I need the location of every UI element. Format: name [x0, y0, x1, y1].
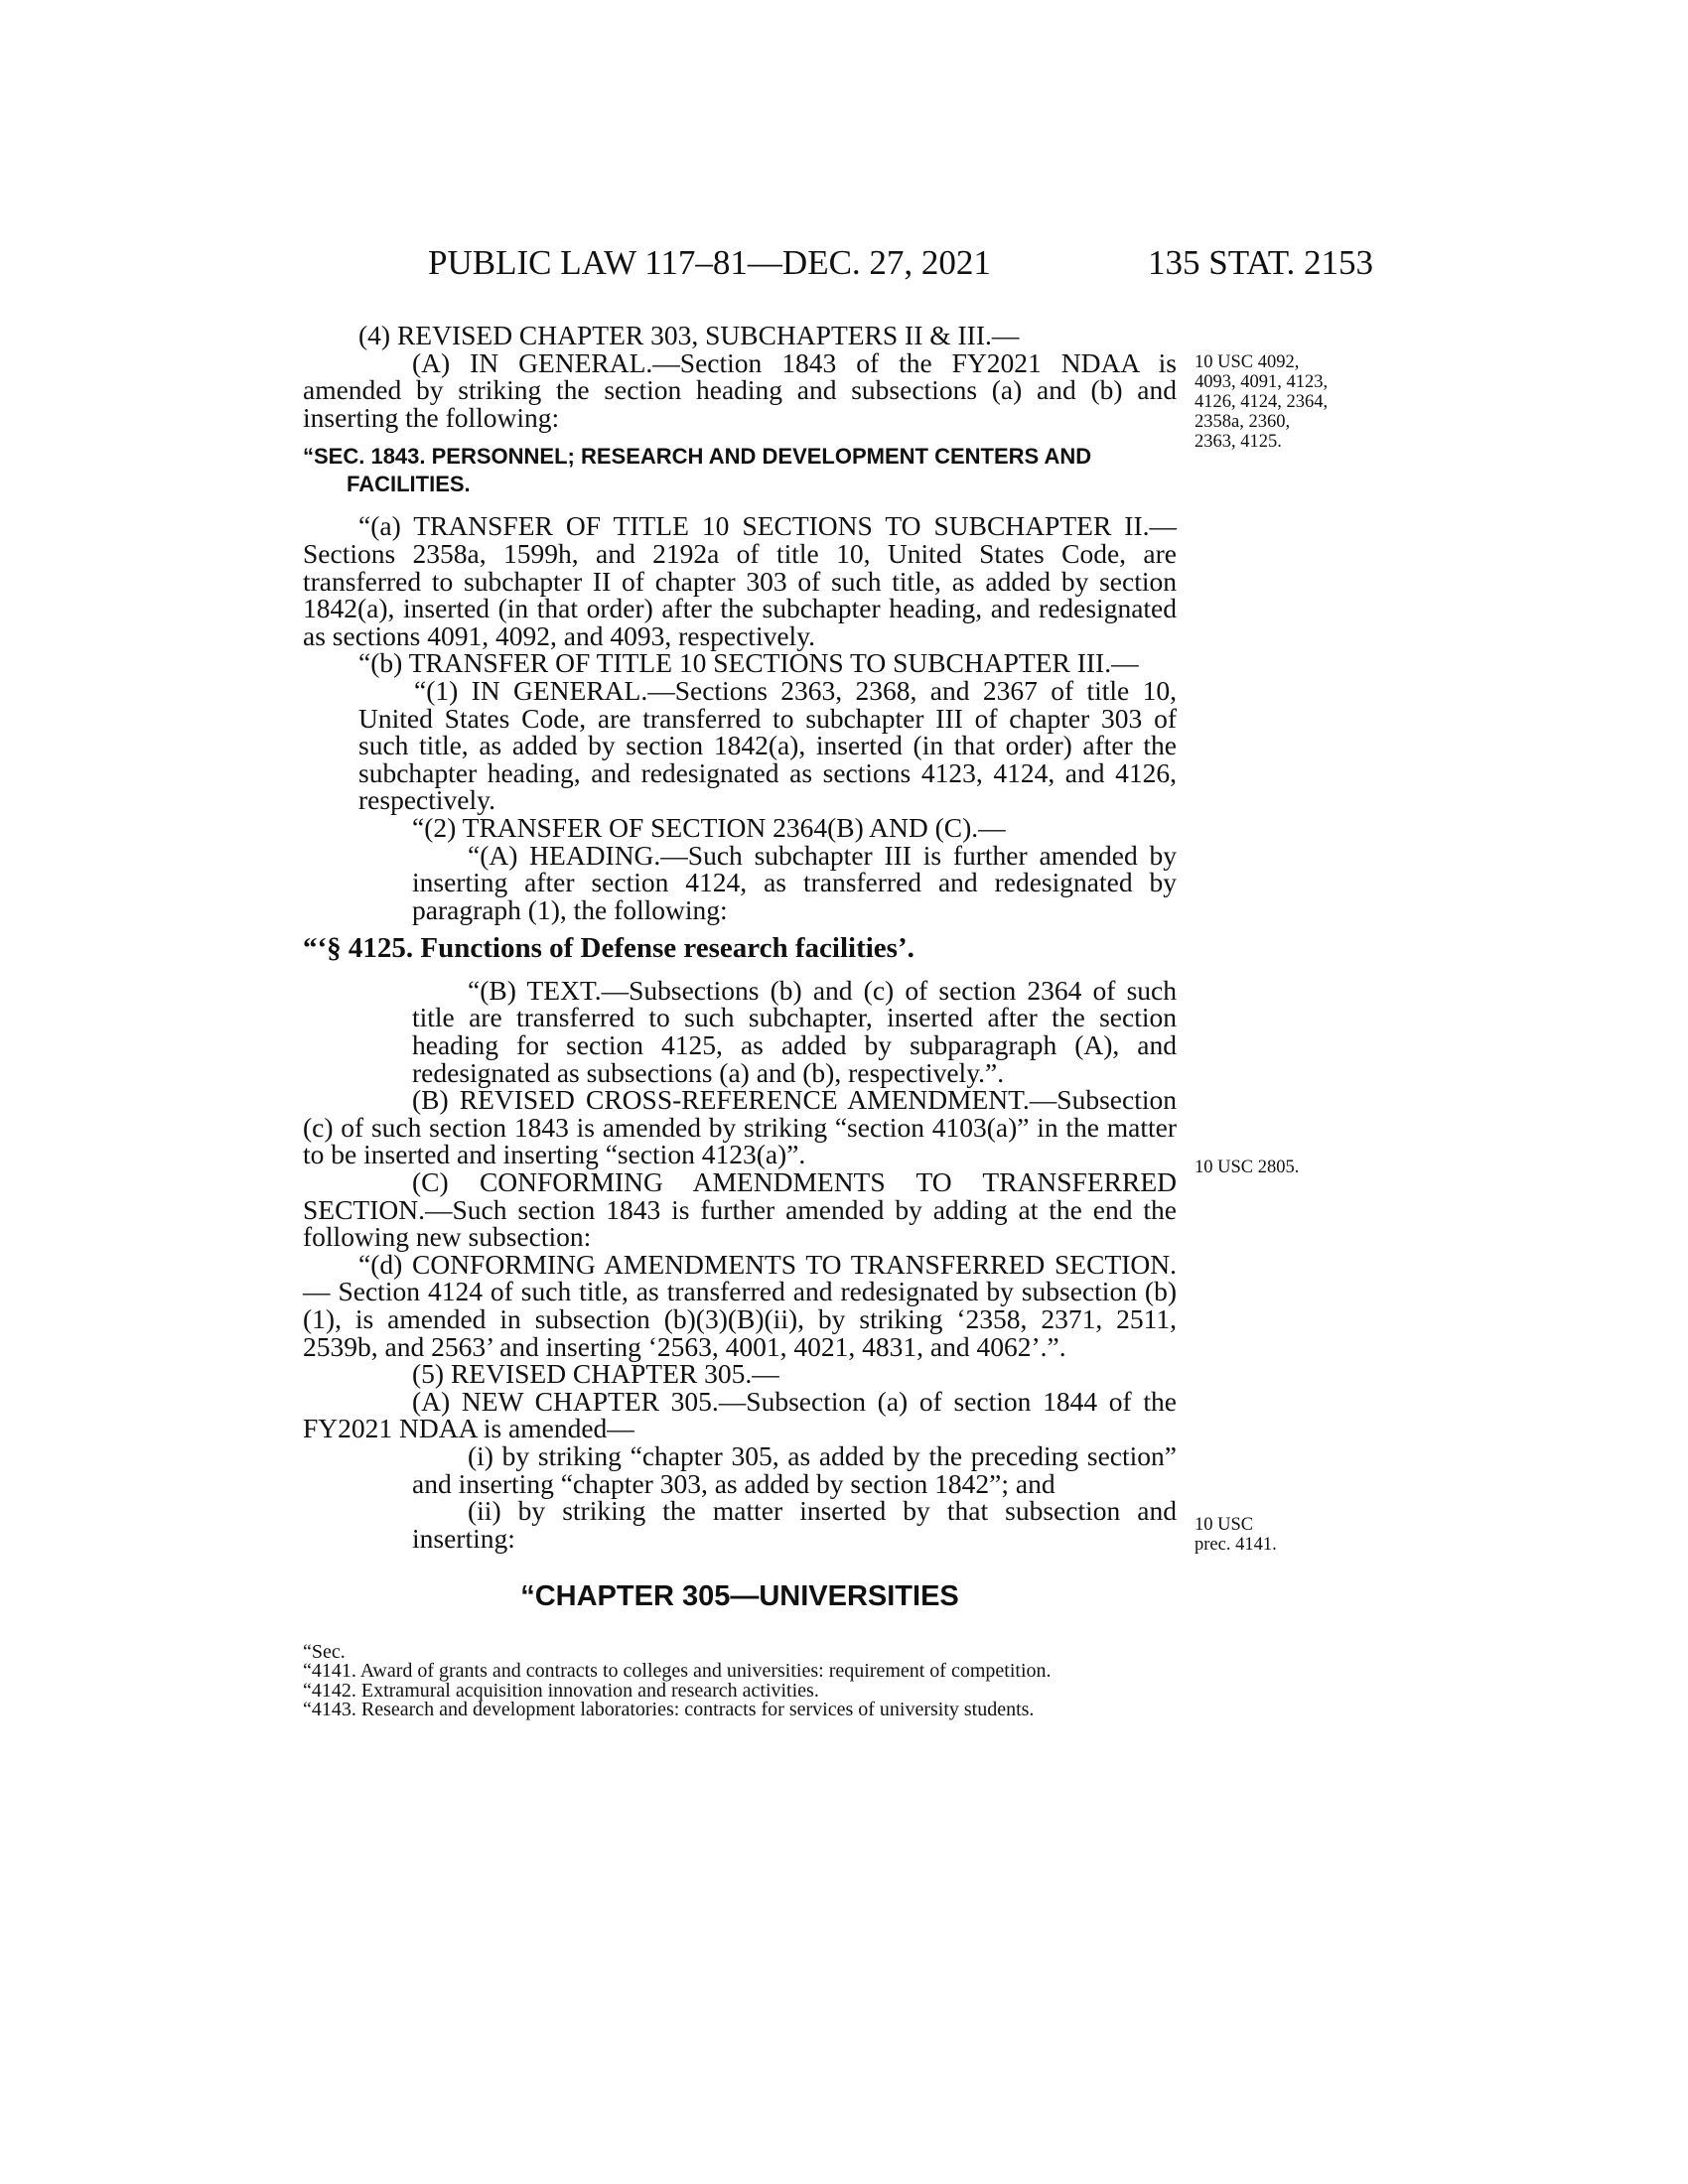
clause-5A-i: (i) by striking “chapter 305, as added by the preceding section” and inserting “chapter 303, as added by section 1842”; and	[412, 1439, 1177, 1499]
margin-note-usc-3	[1195, 1515, 1383, 1555]
section-1843-heading: “SEC. 1843. PERSONNEL; RESEARCH AND DEVELOPMENT CENTERS AND FACILITIES.	[303, 444, 1092, 497]
margin-note-line: 10 USC	[1195, 1515, 1254, 1535]
clause-5A-ii: (ii) by striking the matter inserted by that subsection and inserting:	[412, 1495, 1177, 1554]
subsection-b1: “(1) IN GENERAL.—Sections 2363, 2368, and 2367 of title 10, United States Code, are transferred to subchapter III of chapter 303 of such title, as added by section 1842(a), inserted (in that order) after the subchapter heading, and redesignated as sections 4123, 4124, and 4126, respectively.	[358, 674, 1177, 816]
table-of-sections	[303, 1640, 1177, 1721]
margin-note-line: prec. 4141.	[1195, 1535, 1277, 1555]
paragraph-4A: (A) IN GENERAL.—Section 1843 of the FY2021 NDAA is amended by striking the section heading and subsections (a) and (b) and inserting the following:	[303, 346, 1177, 433]
subsection-b2A: “(A) HEADING.—Such subchapter III is further amended by inserting after section 4124, as transferred and redesignated by paragraph (1), the following:	[412, 839, 1177, 925]
subsection-b2-heading: “(2) TRANSFER OF SECTION 2364(B) AND (C).—	[412, 811, 1006, 843]
subsection-d: “(d) CONFORMING AMENDMENTS TO TRANSFERRED SECTION.— Section 4124 of such title, as transferred and redesignated by subsection (b)(1), is amended in subsection (b)(3)(B)(ii), by striking ‘2358, 2371, 2511, 2539b, and 2563’ and inserting ‘2563, 4001, 4021, 4831, and 4062’.”.	[303, 1248, 1177, 1362]
page-number-stat: 135 STAT. 2153	[1148, 243, 1373, 282]
section-4125-title: “‘§ 4125. Functions of Defense research facilities’.	[303, 932, 914, 965]
paragraph-5A: (A) NEW CHAPTER 305.—Subsection (a) of section 1844 of the FY2021 NDAA is amended—	[303, 1385, 1177, 1444]
document-body	[303, 322, 1177, 1720]
subsection-a: “(a) TRANSFER OF TITLE 10 SECTIONS TO SUBCHAPTER II.— Sections 2358a, 1599h, and 2192a of title 10, United States Code, are transferred to subchapter II of chapter 303 of such title, as added by section 1842(a), inserted (in that order) after the subchapter heading, and redesignated as sections 4091, 4092, and 4093, respectively.	[303, 510, 1177, 651]
margin-note-line: 10 USC 2805.	[1195, 1158, 1300, 1177]
paragraph-4-heading: (4) REVISED CHAPTER 303, SUBCHAPTERS II & III.—	[358, 320, 1020, 350]
margin-note-line: 4126, 4124, 2364,	[1195, 392, 1329, 412]
margin-note-usc-1	[1195, 352, 1383, 452]
paragraph-4B: (B) REVISED CROSS-REFERENCE AMENDMENT.—Subsection (c) of such section 1843 is amended by striking “section 4103(a)” in the matter to be inserted and inserting “section 4123(a)”.	[303, 1084, 1177, 1170]
toc-item: “4143. Research and development laboratories: contracts for services of university students.	[303, 1699, 1035, 1721]
margin-note-usc-2	[1195, 1158, 1383, 1177]
chapter-305-heading: “CHAPTER 305—UNIVERSITIES	[520, 1580, 959, 1613]
margin-note-line: 10 USC 4092,	[1195, 352, 1300, 372]
subsection-b-heading: “(b) TRANSFER OF TITLE 10 SECTIONS TO SUBCHAPTER III.—	[358, 647, 1139, 679]
margin-note-line: 2363, 4125.	[1195, 432, 1282, 452]
toc-item: “4142. Extramural acquisition innovation and research activities.	[303, 1679, 819, 1702]
margin-note-line: 4093, 4091, 4123,	[1195, 372, 1329, 392]
toc-sec-label: “Sec.	[303, 1640, 346, 1663]
margin-note-line: 2358a, 2360,	[1195, 412, 1291, 432]
toc-item: “4141. Award of grants and contracts to colleges and universities: requirement of competition.	[303, 1660, 1052, 1683]
paragraph-5-heading: (5) REVISED CHAPTER 305.—	[412, 1358, 779, 1390]
subsection-b2B: “(B) TEXT.—Subsections (b) and (c) of section 2364 of such title are transferred to such subchapter, inserted after the section heading for section 4125, as added by subparagraph (A), and redesignated as subsections (a) and (b), respectively.”.	[412, 974, 1177, 1088]
paragraph-4C: (C) CONFORMING AMENDMENTS TO TRANSFERRED SECTION.—Such section 1843 is further amended by adding at the end the following new subsection:	[303, 1166, 1177, 1253]
running-header-left: PUBLIC LAW 117–81—DEC. 27, 2021	[428, 243, 991, 282]
